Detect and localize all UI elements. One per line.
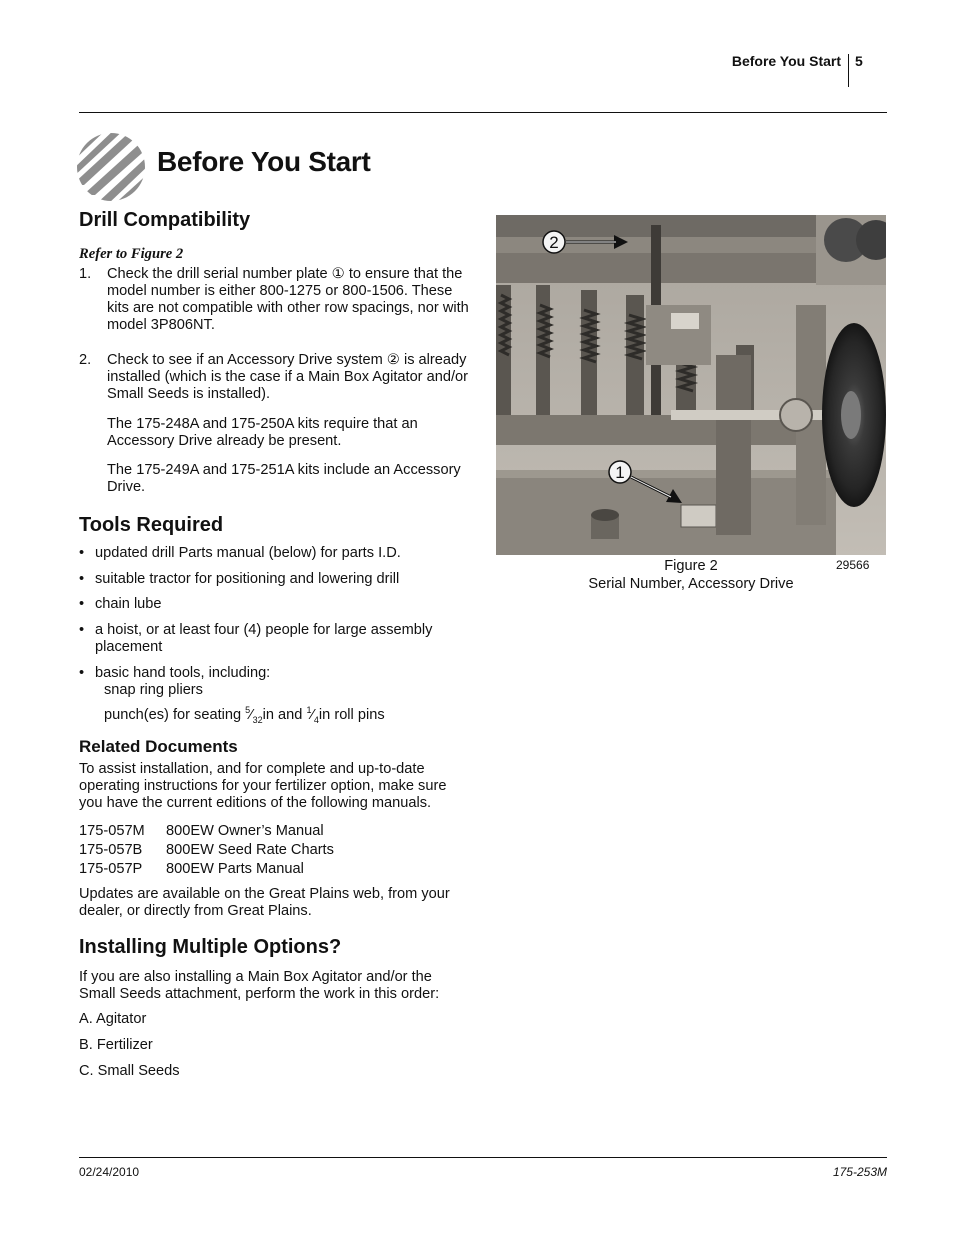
step-2: 2. Check to see if an Accessory Drive system ② is already installed (which is the case if a Main Box Agitator and/or Small Seeds is installed).: [79, 352, 468, 402]
drill-steps: [79, 266, 471, 506]
related-intro: To assist installation, and for complete and up-to-date operating instructions for your fertilizer option, make sure you have the current editions of the following manuals.: [79, 761, 447, 811]
page-number: 5: [855, 53, 863, 69]
order-step-a: A. Agitator: [79, 1011, 147, 1027]
footer-date: 02/24/2010: [79, 1165, 140, 1179]
tools-list: [79, 545, 471, 725]
list-item: • basic hand tools, including:: [79, 665, 271, 681]
tools-heading: Tools Required: [79, 514, 224, 536]
table-row: 175-057M 800EW Owner’s Manual: [79, 823, 324, 839]
running-header: Before You Start: [731, 53, 841, 69]
list-item: • chain lube: [79, 596, 162, 612]
page-title: Before You Start: [157, 146, 371, 177]
drill-compatibility-heading: Drill Compatibility: [79, 209, 251, 231]
footer-doc-number: 175-253M: [832, 1165, 887, 1179]
list-item: • updated drill Parts manual (below) for parts I.D.: [79, 545, 401, 561]
kit-note-1: The 175-248A and 175-250A kits require that an Accessory Drive already be present.: [107, 416, 418, 449]
figure-label: Figure 2: [664, 558, 718, 574]
table-row: 175-057B 800EW Seed Rate Charts: [79, 842, 334, 858]
list-item: • a hoist, or at least four (4) people for large assembly placement: [79, 622, 433, 655]
figure-caption: [496, 557, 886, 593]
callout-2: 2: [549, 233, 559, 252]
drill-photo-illustration: [496, 215, 886, 555]
refer-figure: Refer to Figure 2: [79, 246, 184, 262]
figure-photo: [496, 215, 886, 555]
multiple-options-heading: Installing Multiple Options?: [79, 936, 342, 958]
list-item: • suitable tractor for positioning and lowering drill: [79, 571, 400, 587]
multiple-intro: If you are also installing a Main Box Agitator and/or the Small Seeds attachment, perform the work in this order:: [79, 969, 440, 1002]
step-1: 1. Check the drill serial number plate ① to ensure that the model number is either 800-1275 or 800-1506. These kits are not compatible with other row spacings, nor with model 3P806NT.: [79, 266, 469, 333]
table-row: 175-057P 800EW Parts Manual: [79, 861, 304, 877]
figure-title: Serial Number, Accessory Drive: [588, 576, 794, 592]
footer-rule: [79, 1157, 887, 1158]
order-step-b: B. Fertilizer: [79, 1037, 153, 1053]
figure-number: 29566: [836, 558, 870, 572]
related-documents-heading: Related Documents: [79, 737, 238, 756]
header-divider: [848, 54, 849, 87]
order-step-c: C. Small Seeds: [79, 1063, 180, 1079]
kit-note-2: The 175-249A and 175-251A kits include an Accessory Drive.: [107, 462, 461, 495]
callout-1: 1: [615, 463, 625, 482]
section-logo-icon: [77, 133, 145, 201]
updates-note: Updates are available on the Great Plains web, from your dealer, or directly from Great Plains.: [79, 886, 450, 919]
manual-list: [79, 822, 471, 882]
header-rule: [79, 112, 887, 113]
sub-item-pliers: snap ring pliers: [104, 682, 203, 698]
sub-item-punches: punch(es) for seating $^5⁄_{32}in$ and $^1⁄_4in$ roll pins: [104, 705, 385, 725]
